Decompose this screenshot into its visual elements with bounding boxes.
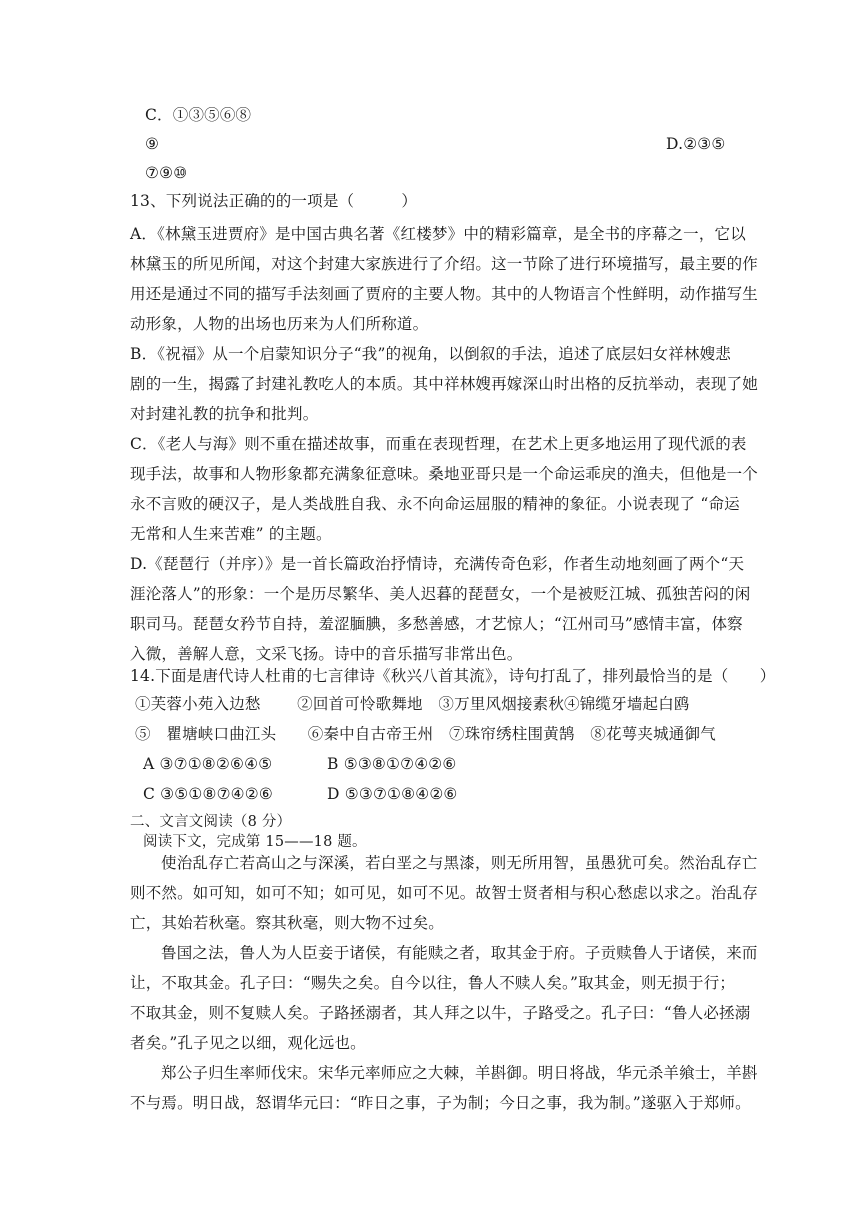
q14-lines-row2: ⑤ 瞿塘峡口曲江头 ⑥秦中自古帝王州 ⑦珠帘绣柱围黄鹄 ⑧花萼夹城通御气 [135,725,716,743]
q13-option-c-line: C．《老人与海》则不重在描述故事，而重在表现哲理，在艺术上更多地运用了现代派的表 [130,435,747,453]
q13-option-b-line: 剧的一生，揭露了封建礼教吃人的本质。其中祥林嫂再嫁深山时出格的反抗举动，表现了她 [130,375,759,393]
q13-option-c-line: 永不言败的硬汉子，是人类战胜自我、永不向命运屈服的精神的象征。小说表现了 “命运 [130,495,740,513]
q12-option-d-cont: ⑦⑨⑩ [145,164,188,182]
q13-option-a-line: A．《林黛玉进贾府》是中国古典名著《红楼梦》中的精彩篇章，是全书的序幕之一，它以 [130,225,746,243]
passage-para2-line: 鲁国之法，鲁人为人臣妾于诸侯，有能赎之者，取其金于府。子贡赎鲁人于诸侯，来而 [161,944,758,962]
q12-option-d: D.②③⑤ [666,135,726,153]
q14-lines-row1: ①芙蓉小苑入边愁 ②回首可怜歌舞地 ③万里风烟接素秋④锦缆牙墙起白鸥 [135,695,690,713]
passage-para2-line: 者矣。”孔子见之以细，观化远也。 [130,1034,366,1052]
passage-para1-line: 亡，其始若秋毫。察其秋毫，则大物不过矣。 [130,914,445,932]
q12-option-c: C．①③⑤⑥⑧ [145,106,252,124]
q13-option-d-line: 入微，善解人意，文采飞扬。诗中的音乐描写非常出色。 [130,645,523,663]
q13-option-c-line: 现手法，故事和人物形象都充满象征意味。桑地亚哥只是一个命运乖戾的渔夫，但他是一个 [130,465,759,483]
q13-option-d-line: D.《琵琶行（并序）》是一首长篇政治抒情诗，充满传奇色彩，作者生动地刻画了两个“天 [130,555,745,573]
q13-option-d-line: 涯沦落人”的形象：一个是历尽繁华、美人迟暮的琵琶女，一个是被贬江城、孤独苦闷的闲 [130,585,751,603]
q13-option-d-line: 职司马。琵琶女矜节自持，羞涩腼腆，多愁善感，才艺惊人；“江州司马”感情丰富，体察 [130,615,743,633]
passage-para3-line: 不与焉。明日战，怒谓华元曰：“昨日之事，子为制；今日之事，我为制。”遂驱入于郑师。 [130,1094,751,1112]
q13-stem: 13、下列说法正确的的一项是（ ） [130,192,418,210]
q14-option-b: B ⑤③⑧①⑦④②⑥ [327,755,457,773]
passage-para3-line: 郑公子归生率师伐宋。宋华元率师应之大棘，羊斟御。明日将战，华元杀羊飨士，羊斟 [161,1064,758,1082]
section-instruction: 阅读下文，完成第 15——18 题。 [143,834,367,850]
q13-option-a-line: 用还是通过不同的描写手法刻画了贾府的主要人物。其中的人物语言个性鲜明，动作描写生 [130,285,759,303]
q14-option-d: D ⑤③⑦①⑧④②⑥ [327,785,458,803]
q13-option-c-line: 无常和人生来苦难” 的主题。 [130,525,332,543]
passage-para1-line: 使治乱存亡若高山之与深溪，若白垩之与黑漆，则无所用智，虽愚犹可矣。然治乱存亡 [161,854,758,872]
q13-option-a-line: 动形象，人物的出场也历来为人们所称道。 [130,315,429,333]
passage-para2-line: 让，不取其金。孔子曰：“赐失之矣。自今以往，鲁人不赎人矣。”取其金，则无损于行； [130,974,736,992]
passage-para2-line: 不取其金，则不复赎人矣。子路拯溺者，其人拜之以牛，子路受之。孔子曰：“鲁人必拯溺 [130,1004,751,1022]
q14-option-c: C ③⑤①⑧⑦④②⑥ [143,785,273,803]
q13-option-b-line: B．《祝福》从一个启蒙知识分子“我”的视角，以倒叙的手法，追述了底层妇女祥林嫂悲 [130,345,731,363]
q13-option-b-line: 对封建礼教的抗争和批判。 [130,405,319,423]
q13-option-a-line: 林黛玉的所见所闻，对这个封建大家族进行了介绍。这一节除了进行环境描写，最主要的作 [130,255,759,273]
q14-option-a: A ③⑦①⑧②⑥④⑤ [143,755,273,773]
q12-option-c-cont: ⑨ [145,135,160,153]
passage-para1-line: 则不然。如可知，如可不知；如可见，如可不见。故智士贤者相与积心愁虑以求之。治乱存 [130,884,759,902]
section-heading: 二、文言文阅读（8 分） [130,814,292,830]
q14-stem: 14.下面是唐代诗人杜甫的七言律诗《秋兴八首其流》，诗句打乱了，排列最恰当的是（ ） [130,667,776,685]
